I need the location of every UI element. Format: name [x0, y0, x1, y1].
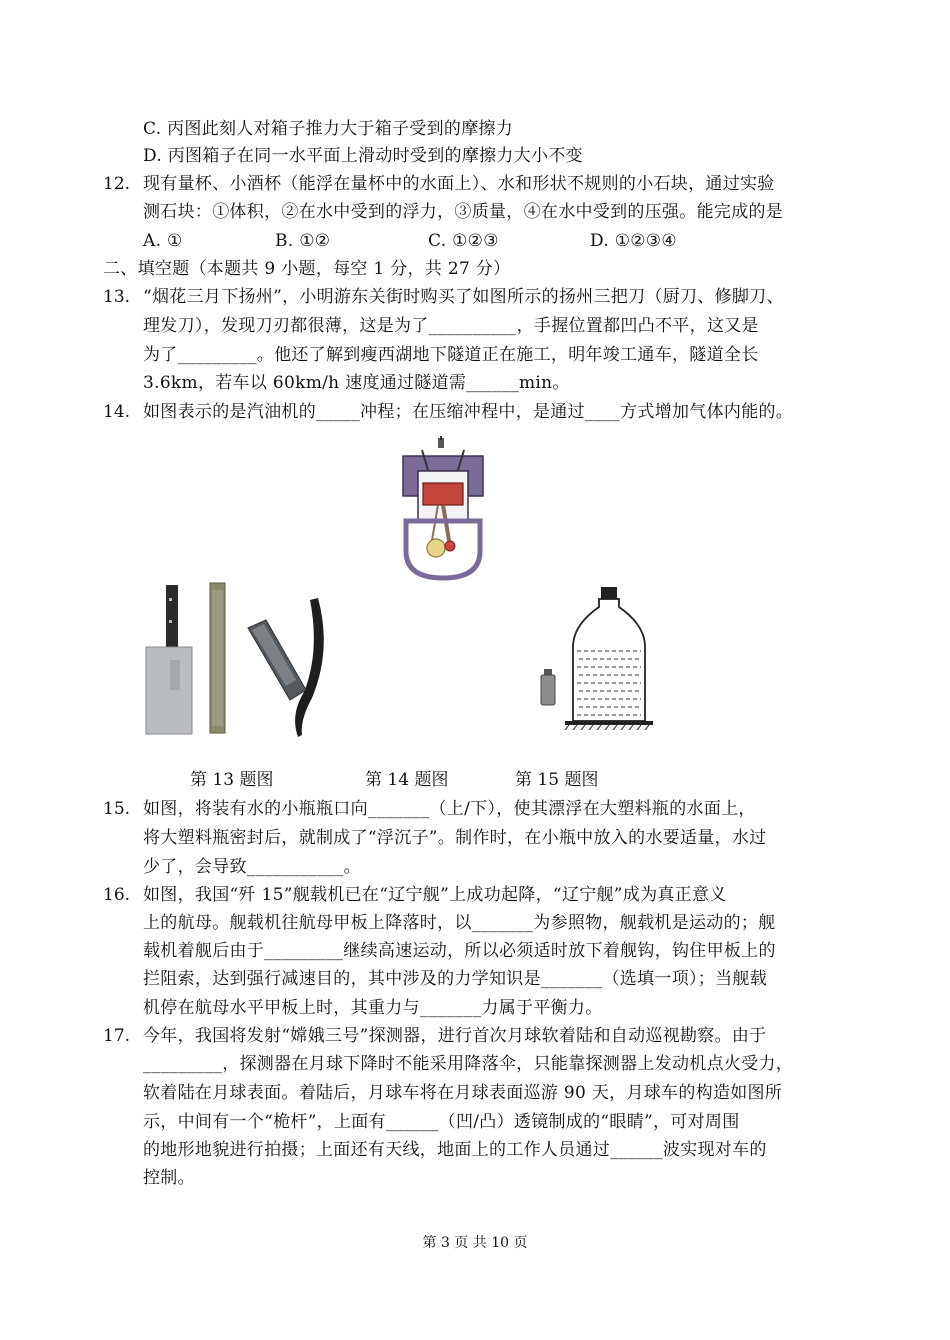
small-bottle-icon — [541, 669, 555, 705]
q17-line2: _________，探测器在月球下降时不能采用降落伞，只能靠探测器上发动机点火受力， — [143, 1054, 794, 1074]
caption-fig15: 第 15 题图 — [515, 770, 599, 790]
cleaver-knife-icon — [146, 585, 192, 734]
q15-number: 15. — [103, 799, 131, 819]
q17-line6: 控制。 — [143, 1168, 195, 1188]
q12-option-b: B. ①② — [275, 231, 331, 251]
page-footer: 第 3 页 共 10 页 — [422, 1235, 528, 1251]
q12-option-d: D. ①②③④ — [590, 231, 677, 251]
q16-line3: 载机着舰后由于_________继续高速运动，所以必须适时放下着舰钩，钩住甲板上的 — [143, 941, 776, 961]
q17-line3: 软着陆在月球表面。着陆后，月球车将在月球表面巡游 90 天，月球车的构造如图所 — [143, 1083, 783, 1103]
q16-number: 16. — [103, 885, 131, 905]
q12-option-a: A. ① — [143, 231, 183, 251]
caption-fig14: 第 14 题图 — [365, 770, 449, 790]
q13-line1: “烟花三月下扬州”，小明游东关街时购买了如图所示的扬州三把刀（厨刀、修脚刀、 — [143, 287, 784, 307]
cartesian-diver-figure — [535, 585, 665, 730]
q13-line2: 理发刀），发现刀刃都很薄，这是为了__________，手握位置都凹凸不平，这又是 — [143, 316, 759, 336]
q17-number: 17. — [103, 1026, 131, 1046]
section-heading-fill-in: 二、填空题（本题共 9 小题，每空 1 分，共 27 分） — [103, 259, 511, 279]
q16-line2: 上的航母。舰载机往航母甲板上降落时，以_______为参照物，舰载机是运动的；舰 — [143, 913, 776, 933]
q16-line4: 拦阻索，达到强行减速目的，其中涉及的力学知识是_______（选填一项）；当舰载 — [143, 969, 767, 989]
q17-line4: 示，中间有一个“桅杆”，上面有______（凹/凸）透镜制成的“眼睛”，可对周围 — [143, 1112, 740, 1132]
crankshaft-icon — [427, 539, 445, 557]
q15-line2: 将大塑料瓶密封后，就制成了“浮沉子”。制作时，在小瓶中放入的水要适量，水过 — [143, 828, 767, 848]
q12-line1: 现有量杯、小酒杯（能浮在量杯中的水面上）、水和形状不规则的小石块，通过实验 — [143, 174, 775, 194]
q16-line5: 机停在航母水平甲板上时，其重力与_______力属于平衡力。 — [143, 998, 603, 1018]
straight-razor-icon — [248, 598, 324, 737]
q17-line1: 今年，我国将发射“嫦娥三号”探测器，进行首次月球软着陆和自动巡视勘察。由于 — [143, 1026, 767, 1046]
q13-number: 13. — [103, 287, 131, 307]
q12-line2: 测石块：①体积，②在水中受到的浮力，③质量，④在水中受到的压强。能完成的是 — [143, 202, 784, 222]
q14-number: 14. — [103, 402, 131, 422]
q17-line5: 的地形地貌进行拍摄；上面还有天线，地面上的工作人员通过______波实现对车的 — [143, 1140, 767, 1160]
q13-line4: 3.6km，若车以 60km/h 速度通过隧道需______min。 — [143, 373, 570, 393]
gasoline-engine-figure — [398, 436, 488, 581]
pedicure-knife-icon — [210, 583, 225, 733]
three-knives-figure — [140, 580, 340, 750]
piston-icon — [423, 483, 463, 505]
q16-line1: 如图，我国“歼 15”舰载机已在“辽宁舰”上成功起降，“辽宁舰”成为真正意义 — [143, 885, 727, 905]
q14-line1: 如图表示的是汽油机的_____冲程；在压缩冲程中，是通过____方式增加气体内能的。 — [143, 402, 794, 422]
q13-line3: 为了_________。他还了解到瘦西湖地下隧道正在施工，明年竣工通车，隧道全长 — [143, 345, 759, 365]
q12-number: 12. — [103, 174, 131, 194]
large-plastic-bottle-icon — [565, 587, 653, 730]
q11-option-d: D. 丙图箱子在同一水平面上滑动时受到的摩擦力大小不变 — [143, 146, 583, 166]
q12-option-c: C. ①②③ — [428, 231, 499, 251]
q15-line1: 如图，将装有水的小瓶瓶口向_______（上/下），使其漂浮在大塑料瓶的水面上， — [143, 799, 756, 819]
q11-option-c: C. 丙图此刻人对箱子推力大于箱子受到的摩擦力 — [143, 119, 514, 139]
q15-line3: 少了，会导致___________。 — [143, 857, 361, 877]
caption-fig13: 第 13 题图 — [190, 770, 274, 790]
